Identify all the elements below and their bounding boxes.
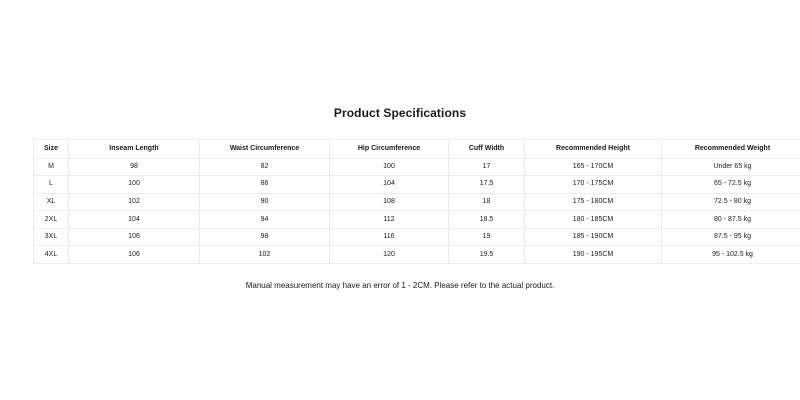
header-hip-circumference: Hip Circumference <box>330 140 449 159</box>
header-cuff-width: Cuff Width <box>449 140 525 159</box>
table-row <box>34 228 800 246</box>
cell-cuff-width: 19 <box>449 228 525 246</box>
cell-recommended-height: 175 - 180CM <box>525 193 662 211</box>
measurement-note: Manual measurement may have an error of 1 - 2CM. Please refer to the actual product. <box>245 281 555 290</box>
table-row <box>34 246 800 264</box>
cell-cuff-width: 17 <box>449 158 525 176</box>
table-row <box>34 211 800 229</box>
cell-waist-circumference: 98 <box>200 228 330 246</box>
cell-size: 2XL <box>34 211 69 229</box>
cell-inseam-length: 106 <box>69 246 200 264</box>
cell-size: 4XL <box>34 246 69 264</box>
cell-hip-circumference: 112 <box>330 211 449 229</box>
cell-recommended-weight: 95 - 102.5 kg <box>662 246 800 264</box>
cell-recommended-weight: 65 - 72.5 kg <box>662 176 800 194</box>
cell-size: L <box>34 176 69 194</box>
cell-recommended-weight: 87.5 - 95 kg <box>662 228 800 246</box>
size-spec-table <box>33 139 800 264</box>
header-inseam-length: Inseam Length <box>69 140 200 159</box>
cell-recommended-height: 185 - 190CM <box>525 228 662 246</box>
cell-recommended-height: 165 - 170CM <box>525 158 662 176</box>
cell-waist-circumference: 82 <box>200 158 330 176</box>
cell-cuff-width: 17.5 <box>449 176 525 194</box>
cell-inseam-length: 98 <box>69 158 200 176</box>
cell-waist-circumference: 90 <box>200 193 330 211</box>
cell-waist-circumference: 102 <box>200 246 330 264</box>
page-title: Product Specifications <box>333 106 467 120</box>
header-size: Size <box>34 140 69 159</box>
table-row <box>34 176 800 194</box>
cell-size: XL <box>34 193 69 211</box>
cell-cuff-width: 19.5 <box>449 246 525 264</box>
cell-recommended-weight: Under 65 kg <box>662 158 800 176</box>
cell-inseam-length: 106 <box>69 228 200 246</box>
cell-hip-circumference: 104 <box>330 176 449 194</box>
cell-cuff-width: 18 <box>449 193 525 211</box>
header-recommended-weight: Recommended Weight <box>662 140 800 159</box>
cell-recommended-height: 170 - 175CM <box>525 176 662 194</box>
cell-inseam-length: 102 <box>69 193 200 211</box>
cell-recommended-height: 190 - 195CM <box>525 246 662 264</box>
cell-hip-circumference: 116 <box>330 228 449 246</box>
cell-size: 3XL <box>34 228 69 246</box>
header-waist-circumference: Waist Circumference <box>200 140 330 159</box>
header-recommended-height: Recommended Height <box>525 140 662 159</box>
table-row <box>34 193 800 211</box>
cell-cuff-width: 18.5 <box>449 211 525 229</box>
cell-inseam-length: 100 <box>69 176 200 194</box>
cell-waist-circumference: 94 <box>200 211 330 229</box>
cell-recommended-weight: 72.5 - 80 kg <box>662 193 800 211</box>
cell-hip-circumference: 108 <box>330 193 449 211</box>
cell-inseam-length: 104 <box>69 211 200 229</box>
cell-recommended-weight: 80 - 87.5 kg <box>662 211 800 229</box>
table-header-row <box>34 140 800 159</box>
cell-hip-circumference: 120 <box>330 246 449 264</box>
cell-waist-circumference: 86 <box>200 176 330 194</box>
cell-recommended-height: 180 - 185CM <box>525 211 662 229</box>
cell-hip-circumference: 100 <box>330 158 449 176</box>
cell-size: M <box>34 158 69 176</box>
table-row <box>34 158 800 176</box>
